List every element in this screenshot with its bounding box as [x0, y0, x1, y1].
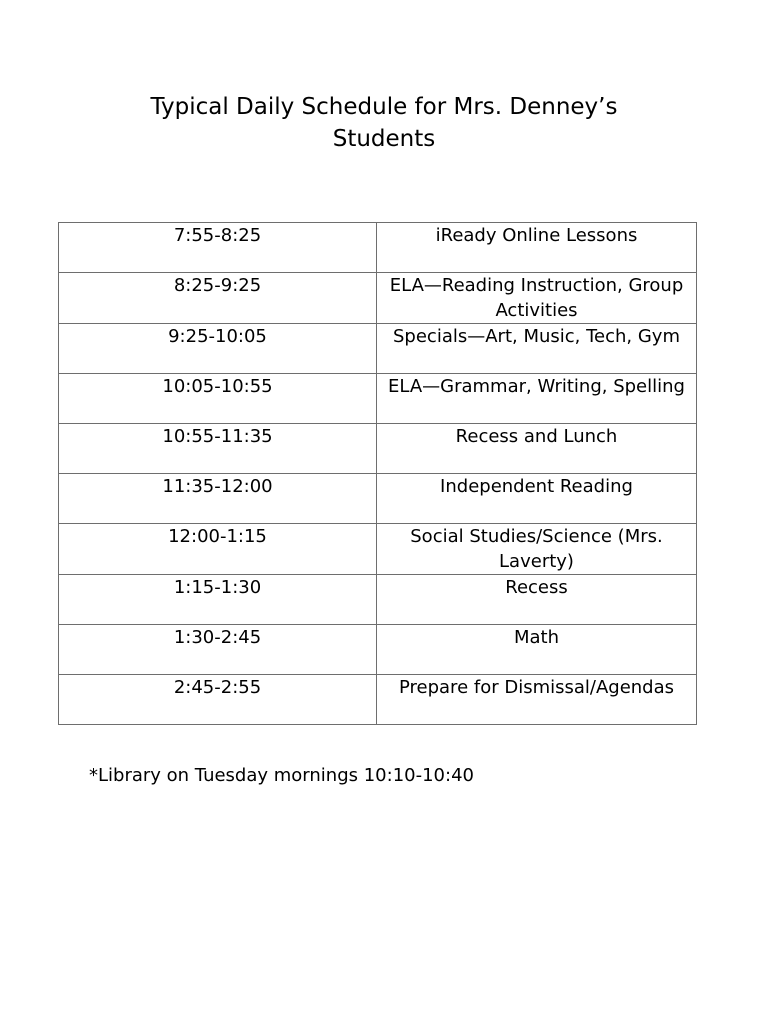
- table-row: [59, 374, 697, 424]
- table-row: [59, 474, 697, 524]
- table-row: [59, 273, 697, 324]
- activity-text: ELA—Reading Instruction, Group Activities: [389, 275, 684, 321]
- time-text: 9:25-10:05: [168, 326, 267, 347]
- activity-text: Social Studies/Science (Mrs. Laverty): [410, 526, 663, 572]
- activity-text: Math: [513, 627, 560, 648]
- time-cell: [59, 625, 377, 675]
- time-cell: [59, 374, 377, 424]
- activity-cell: [377, 625, 697, 675]
- time-cell: [59, 474, 377, 524]
- activity-cell: [377, 474, 697, 524]
- time-cell: [59, 273, 377, 324]
- page-title: Typical Daily Schedule for Mrs. Denney’s Students: [150, 94, 618, 152]
- activity-cell: [377, 223, 697, 273]
- activity-text: Recess: [505, 577, 568, 598]
- time-text: 7:55-8:25: [173, 225, 262, 246]
- time-cell: [59, 424, 377, 474]
- time-cell: [59, 675, 377, 725]
- time-text: 8:25-9:25: [173, 275, 262, 296]
- table-row: [59, 675, 697, 725]
- library-note: *Library on Tuesday mornings 10:10-10:40: [89, 765, 474, 786]
- time-cell: [59, 324, 377, 374]
- time-cell: [59, 223, 377, 273]
- time-cell: [59, 575, 377, 625]
- time-text: 1:15-1:30: [173, 577, 262, 598]
- table-row: [59, 424, 697, 474]
- schedule-table: [58, 222, 697, 725]
- activity-cell: [377, 524, 697, 575]
- activity-text: ELA—Grammar, Writing, Spelling: [388, 376, 685, 397]
- activity-text: Prepare for Dismissal/Agendas: [398, 677, 675, 698]
- activity-cell: [377, 374, 697, 424]
- table-row: [59, 223, 697, 273]
- time-text: 10:05-10:55: [162, 376, 273, 397]
- table-row: [59, 575, 697, 625]
- time-text: 12:00-1:15: [168, 526, 267, 547]
- activity-cell: [377, 424, 697, 474]
- activity-cell: [377, 575, 697, 625]
- time-text: 10:55-11:35: [162, 426, 273, 447]
- table-row: [59, 524, 697, 575]
- activity-text: Recess and Lunch: [455, 426, 618, 447]
- activity-text: iReady Online Lessons: [435, 225, 638, 246]
- activity-text: Independent Reading: [440, 476, 633, 497]
- time-text: 1:30-2:45: [173, 627, 262, 648]
- table-row: [59, 625, 697, 675]
- activity-cell: [377, 324, 697, 374]
- activity-text: Specials—Art, Music, Tech, Gym: [393, 326, 680, 347]
- time-text: 11:35-12:00: [162, 476, 273, 497]
- time-cell: [59, 524, 377, 575]
- activity-cell: [377, 273, 697, 324]
- activity-cell: [377, 675, 697, 725]
- table-row: [59, 324, 697, 374]
- time-text: 2:45-2:55: [173, 677, 262, 698]
